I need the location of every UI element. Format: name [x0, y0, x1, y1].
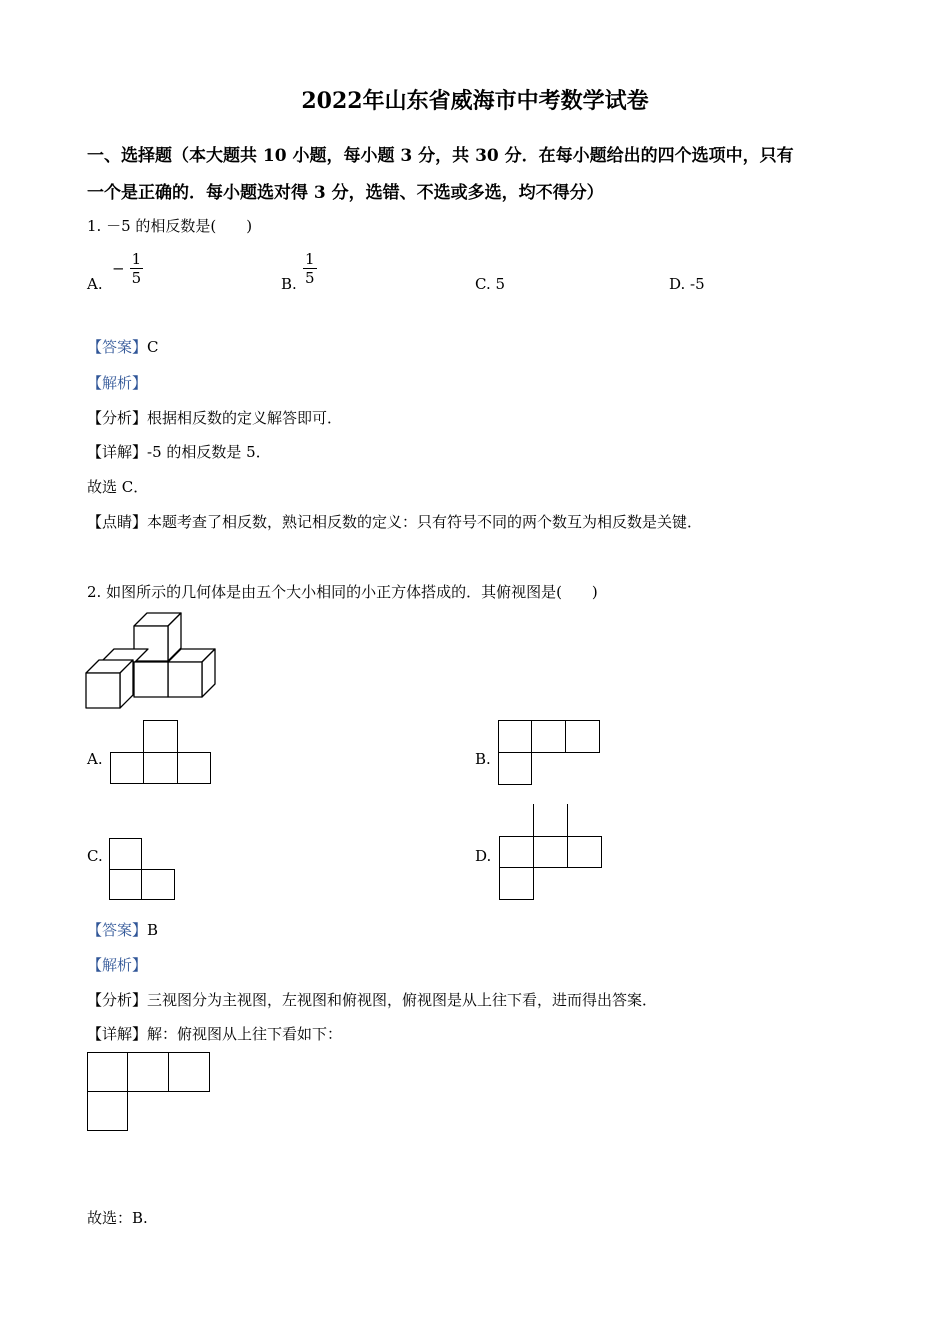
q2-stem: 2. 如图所示的几何体是由五个大小相同的小正方体搭成的．其俯视图是( ): [87, 583, 598, 601]
q1-stem: 1. －5 的相反数是( ): [87, 217, 253, 235]
q1-option-b-fraction: [303, 250, 317, 287]
q2-guxuan: 故选：B.: [87, 1209, 148, 1227]
q2-option-a-grid: [110, 720, 211, 784]
grid-cell: [141, 869, 175, 900]
q1-dianjing: 【点睛】本题考查了相反数，熟记相反数的定义：只有符号不同的两个数互为相反数是关键．: [87, 513, 703, 531]
grid-cell: [110, 752, 144, 784]
q2-option-c-label: C.: [87, 847, 103, 865]
grid-cell: [565, 720, 600, 753]
q2-solution-grid: [87, 1052, 210, 1131]
grid-cell: [109, 838, 142, 870]
grid-cell: [567, 836, 602, 868]
q2-option-d-label: D.: [475, 847, 492, 865]
grid-cell: [143, 720, 178, 753]
grid-cell: [143, 752, 178, 784]
q2-option-d-grid: [499, 804, 602, 900]
q1-answer: [87, 336, 159, 357]
q1-option-d: D. -5: [669, 275, 705, 293]
q1-xiangjie: 【详解】-5 的相反数是 5．: [87, 443, 271, 461]
grid-cell: [531, 720, 566, 753]
q1-option-a-sign: −: [112, 259, 125, 278]
section-header-line1: 一、选择题（本大题共 10 小题，每小题 3 分，共 30 分．在每小题给出的四个选项中，只有: [87, 146, 794, 166]
q1-option-b-label: B.: [281, 275, 297, 293]
q1-option-a-label: A.: [87, 275, 103, 293]
grid-cell: [499, 867, 534, 900]
q2-option-c-grid: [109, 838, 175, 900]
q1-answer-value: C: [147, 338, 159, 356]
q1-option-b-denominator: 5: [305, 269, 315, 287]
q1-fenxi: 【分析】根据相反数的定义解答即可．: [87, 409, 343, 427]
q1-answer-tag: 【答案】: [87, 338, 148, 356]
section-header-line2: 一个是正确的．每小题选对得 3 分，选错、不选或多选，均不得分）: [87, 183, 604, 203]
q2-analysis-tag: 【解析】: [87, 956, 148, 974]
grid-cell: [499, 836, 534, 868]
grid-cell: [498, 752, 532, 785]
grid-cell: [498, 720, 532, 753]
grid-cell: [109, 869, 142, 900]
q2-option-a-label: A.: [87, 750, 103, 768]
q1-option-c: C. 5: [475, 275, 506, 293]
q1-option-a-fraction: [112, 250, 143, 287]
grid-cell: [177, 752, 211, 784]
q1-option-b-numerator: 1: [305, 250, 315, 268]
grid-cell: [533, 836, 568, 868]
grid-cell: [87, 1052, 128, 1092]
q2-fenxi: 【分析】三视图分为主视图，左视图和俯视图，俯视图是从上往下看，进而得出答案．: [87, 991, 658, 1009]
q2-option-b-grid: [498, 720, 600, 785]
page-title: 2022年山东省威海市中考数学试卷: [301, 88, 649, 114]
grid-cell: [87, 1091, 128, 1131]
q2-option-b-label: B.: [475, 750, 491, 768]
q2-xiangjie: 【详解】解：俯视图从上往下看如下：: [87, 1025, 343, 1043]
grid-cell: [127, 1052, 169, 1092]
q2-answer-value: B: [147, 921, 159, 939]
q1-option-a-numerator: 1: [131, 250, 142, 268]
q2-answer-tag: 【答案】: [87, 921, 148, 939]
grid-cell: [533, 804, 568, 837]
grid-cell: [168, 1052, 210, 1092]
q1-guxuan: 故选 C．: [87, 478, 149, 496]
q1-analysis-tag: 【解析】: [87, 374, 148, 392]
q2-answer: [87, 919, 158, 940]
q1-option-a-denominator: 5: [131, 269, 142, 287]
q2-cube-figure: [84, 610, 224, 712]
